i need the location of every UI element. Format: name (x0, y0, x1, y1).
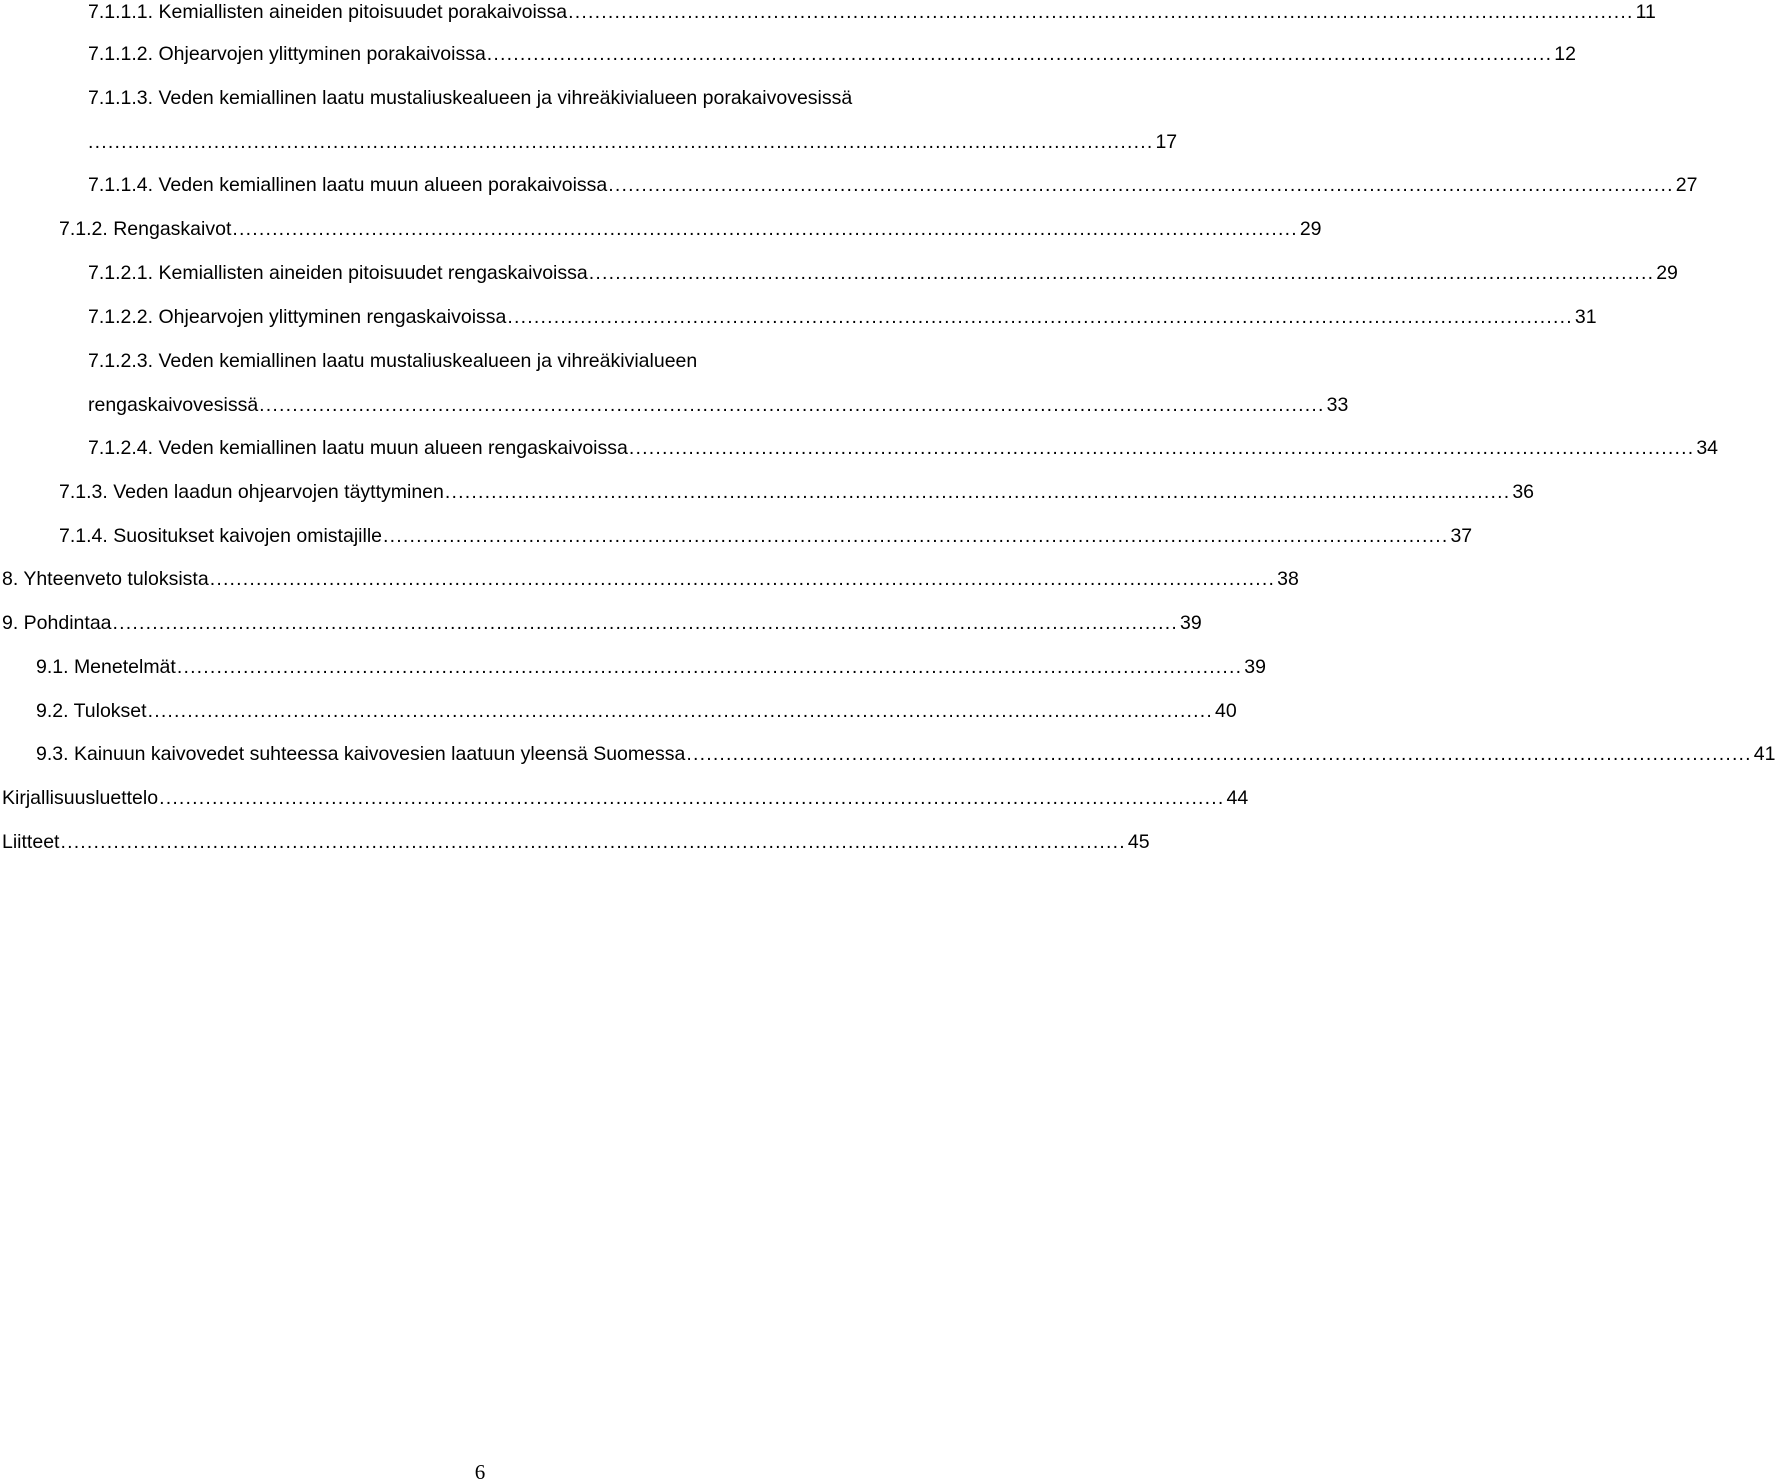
toc-entry-title[interactable]: 7.1.2.1. Kemiallisten aineiden pitoisuudet rengaskaivoissa (88, 262, 588, 284)
toc-dot-leader: ................................................................................................................................................................. (209, 568, 1276, 590)
toc-entry[interactable] (0, 261, 1678, 305)
toc-entry-title[interactable]: 8. Yhteenveto tuloksista (2, 568, 209, 590)
toc-dot-leader: ................................................................................................................................................................. (176, 656, 1243, 678)
toc-page-number: 44 (1226, 787, 1249, 809)
toc-page-number: 27 (1675, 174, 1698, 196)
toc-dot-leader: ................................................................................................................................................................. (112, 612, 1178, 634)
toc-page-number: 31 (1574, 306, 1597, 328)
toc-page-number: 39 (1244, 656, 1266, 678)
toc-entry-title[interactable]: 7.1.2. Rengaskaivot (59, 218, 232, 240)
toc-entry[interactable] (0, 86, 1178, 174)
toc-dot-leader: ................................................................................................................................................................. (88, 131, 1154, 153)
toc-entry-title[interactable]: 7.1.4. Suositukset kaivojen omistajille (59, 525, 382, 547)
toc-entry[interactable] (0, 655, 1266, 699)
toc-entry[interactable] (0, 611, 1202, 655)
toc-entry[interactable] (0, 436, 1719, 480)
toc-page-number: 33 (1326, 394, 1349, 416)
toc-entry[interactable] (0, 42, 1576, 86)
toc-entry-title[interactable]: 9.1. Menetelmät (36, 656, 176, 678)
toc-entry-title[interactable]: 7.1.1.2. Ohjearvojen ylittyminen porakaivoissa (88, 43, 486, 65)
toc-entry[interactable] (0, 567, 1299, 611)
toc-dot-leader: ................................................................................................................................................................. (159, 787, 1225, 809)
toc-entry[interactable] (0, 349, 1349, 437)
toc-page-number: 40 (1215, 700, 1237, 722)
toc-page-number: 36 (1512, 481, 1535, 503)
toc-entry[interactable] (0, 173, 1698, 217)
toc-dot-leader: ................................................................................................................................................................. (60, 831, 1126, 853)
toc-page-number: 34 (1696, 437, 1719, 459)
toc-entry-title[interactable]: Liitteet (2, 831, 60, 853)
toc-entry-title[interactable]: 7.1.1.1. Kemiallisten aineiden pitoisuudet porakaivoissa (88, 1, 568, 23)
toc-entry[interactable] (0, 0, 1656, 44)
toc-dot-leader: ................................................................................................................................................................. (444, 481, 1511, 503)
toc-page-number: 41 (1753, 743, 1776, 765)
toc-entry-title[interactable]: 7.1.2.2. Ohjearvojen ylittyminen rengaskaivoissa (88, 306, 507, 328)
toc-page-number: 12 (1554, 43, 1576, 65)
toc-entry[interactable] (0, 217, 1322, 261)
toc-dot-leader: ................................................................................................................................................................. (628, 437, 1695, 459)
page-footer-number: 6 (474, 1460, 486, 1484)
toc-entry-title[interactable]: 9.2. Tulokset (36, 700, 147, 722)
toc-entry-title[interactable]: 9. Pohdintaa (2, 612, 112, 634)
toc-dot-leader: ................................................................................................................................................................. (608, 174, 1674, 196)
toc-page-number: 38 (1277, 568, 1299, 590)
toc-dot-leader: ................................................................................................................................................................. (147, 700, 1214, 722)
toc-dot-leader: ................................................................................................................................................................. (383, 525, 1449, 547)
toc-entry-title[interactable]: Kirjallisuusluettelo (2, 787, 159, 809)
toc-page-number: 11 (1635, 1, 1656, 23)
toc-entry-title[interactable]: 7.1.1.3. Veden kemiallinen laatu mustaliuskealueen ja vihreäkivialueen porakaivovesissä (88, 87, 853, 109)
toc-entry[interactable] (0, 524, 1473, 568)
toc-page-number: 37 (1450, 525, 1473, 547)
toc-page-number: 17 (1155, 131, 1178, 153)
toc-dot-leader: ................................................................................................................................................................. (588, 262, 1655, 284)
toc-entry-title[interactable]: 7.1.2.4. Veden kemiallinen laatu muun alueen rengaskaivoissa (88, 437, 628, 459)
toc-entry[interactable] (0, 699, 1237, 743)
toc-dot-leader: ................................................................................................................................................................. (232, 218, 1298, 240)
toc-entry[interactable] (0, 480, 1535, 524)
toc-page-number: 39 (1179, 612, 1202, 634)
toc-dot-leader: ................................................................................................................................................................. (686, 743, 1752, 765)
toc-dot-leader: ................................................................................................................................................................. (507, 306, 1573, 328)
toc-entry[interactable] (0, 830, 1150, 874)
toc-entry[interactable] (0, 742, 1776, 786)
toc-page-number: 29 (1299, 218, 1322, 240)
toc-entry[interactable] (0, 786, 1249, 830)
toc-dot-leader: ................................................................................................................................................................. (486, 43, 1553, 65)
toc-entry-title-continuation[interactable]: rengaskaivovesissä (88, 394, 259, 416)
toc-entry-title[interactable]: 7.1.3. Veden laadun ohjearvojen täyttyminen (59, 481, 444, 503)
toc-page-number: 29 (1656, 262, 1678, 284)
toc-dot-leader: ................................................................................................................................................................. (259, 394, 1325, 416)
toc-entry[interactable] (0, 305, 1597, 349)
toc-page-number: 45 (1127, 831, 1150, 853)
toc-entry-title[interactable]: 9.3. Kainuun kaivovedet suhteessa kaivovesien laatuun yleensä Suomessa (36, 743, 686, 765)
toc-entry-title[interactable]: 7.1.2.3. Veden kemiallinen laatu mustaliuskealueen ja vihreäkivialueen (88, 350, 698, 372)
toc-dot-leader: ................................................................................................................................................................. (568, 1, 1634, 23)
toc-entry-title[interactable]: 7.1.1.4. Veden kemiallinen laatu muun alueen porakaivoissa (88, 174, 608, 196)
